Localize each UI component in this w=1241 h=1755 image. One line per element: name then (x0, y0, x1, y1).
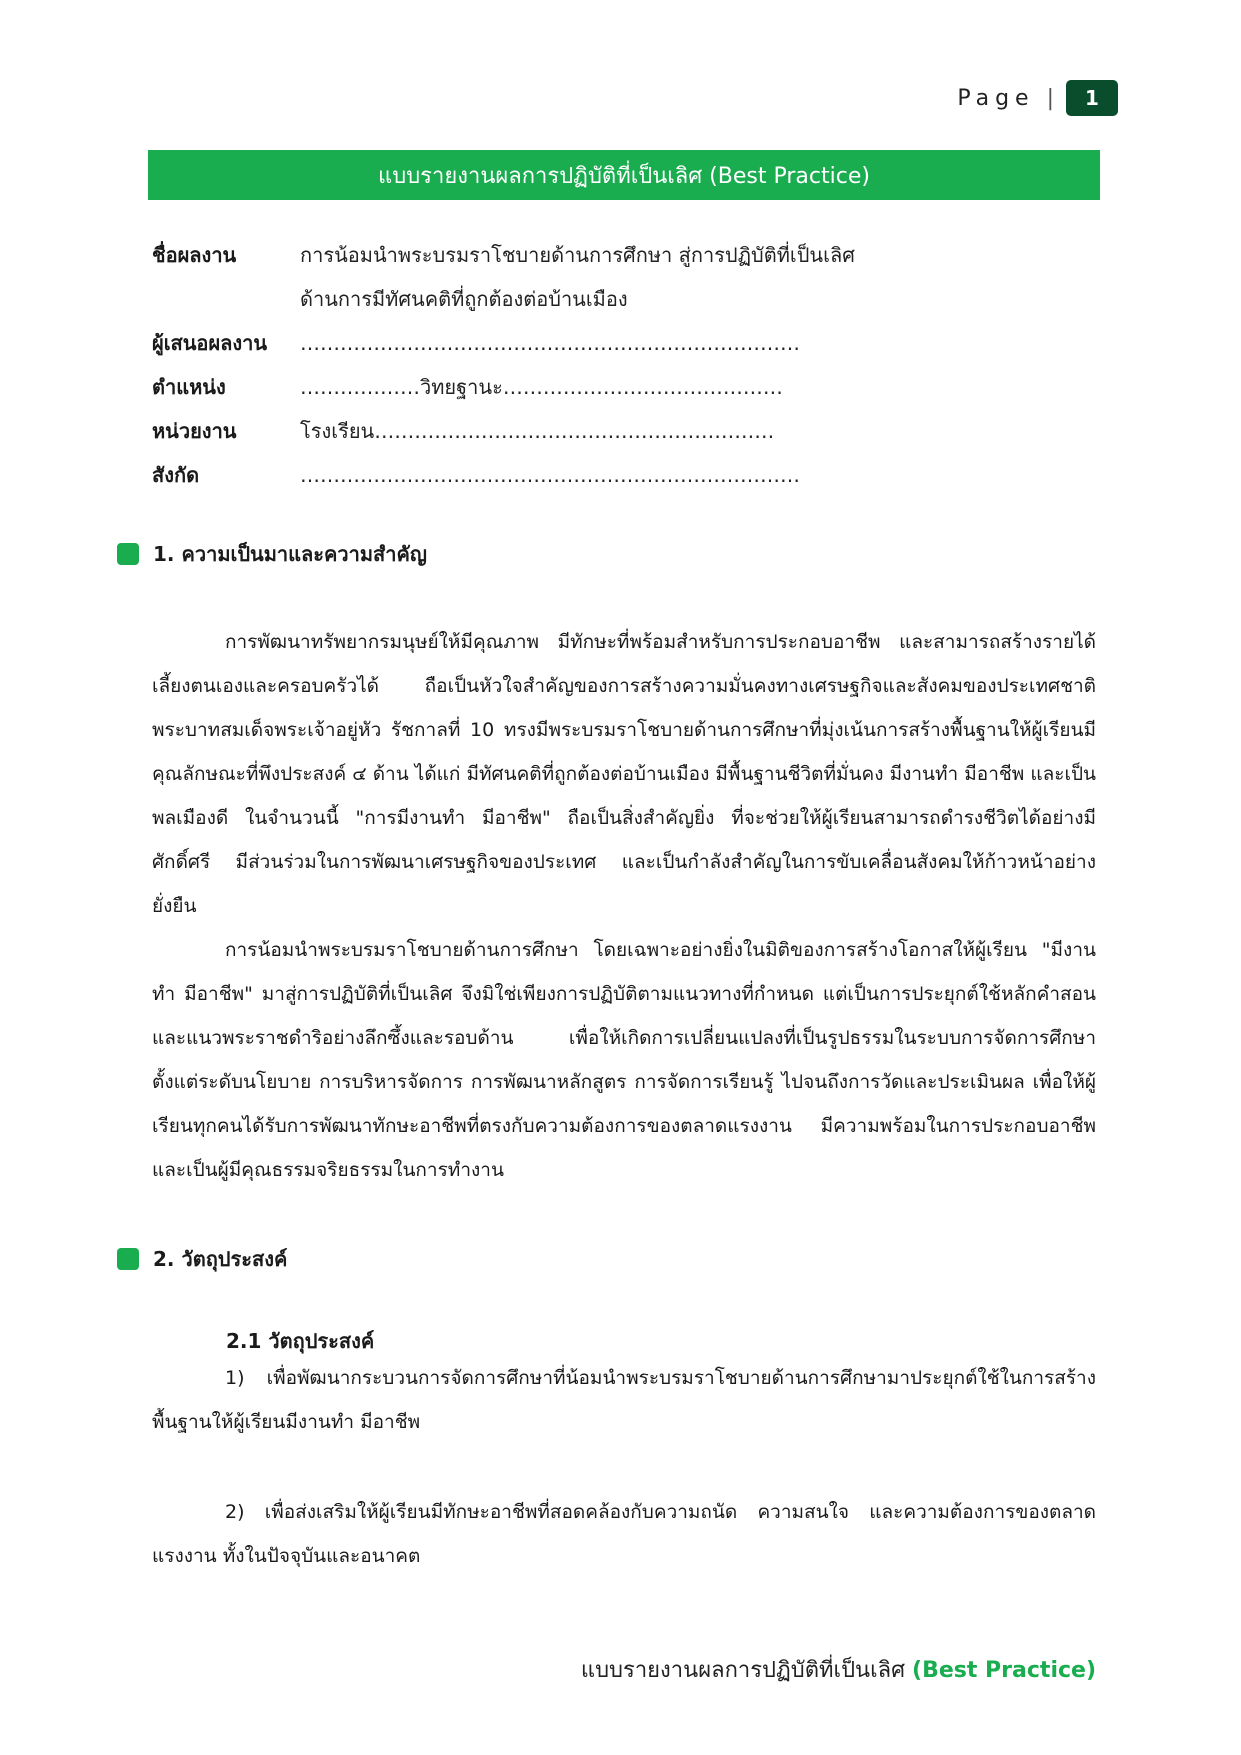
info-value (300, 233, 855, 321)
info-label: หน่วยงาน (152, 419, 237, 443)
info-row-affiliation (152, 453, 1052, 497)
info-value: ………………………………………………………………… (300, 331, 800, 355)
page-footer (581, 1652, 1096, 1687)
footer-accent: (Best Practice) (912, 1658, 1096, 1683)
info-row-presenter (152, 321, 1052, 365)
page-number-badge: 1 (1066, 80, 1118, 116)
page-separator: | (1046, 85, 1054, 111)
info-value-line: ด้านการมีทัศนคติที่ถูกต้องต่อบ้านเมือง (300, 287, 628, 311)
paragraph: การน้อมนำพระบรมราโชบายด้านการศึกษา โดยเฉพาะอย่างยิ่งในมิติของการสร้างโอกาสให้ผู้เรียน "มีงานทำ มีอาชีพ" มาสู่การปฏิบัติที่เป็นเลิศ จึงมิใช่เพียงการปฏิบัติตามแนวทางที่กำหนด แต่เป็นการประยุกต์ใช้หลักคำสอนและแนวพระราชดำริอย่างลึกซึ้งและรอบด้าน เพื่อให้เกิดการเปลี่ยนแปลงที่เป็นรูปธรรมในระบบการจัดการศึกษา ตั้งแต่ระดับนโยบาย การบริหารจัดการ การพัฒนาหลักสูตร การจัดการเรียนรู้ ไปจนถึงการวัดและประเมินผล เพื่อให้ผู้เรียนทุกคนได้รับการพัฒนาทักษะอาชีพที่ตรงกับความต้องการของตลาดแรงงาน มีความพร้อมในการประกอบอาชีพ และเป็นผู้มีคุณธรรมจริยธรรมในการทำงาน (152, 939, 1096, 1181)
info-label: ผู้เสนอผลงาน (152, 331, 268, 355)
section-2-heading (117, 1243, 287, 1275)
info-row-unit (152, 409, 1052, 453)
paragraph: 2) เพื่อส่งเสริมให้ผู้เรียนมีทักษะอาชีพที่สอดคล้องกับความถนัด ความสนใจ และความต้องการของตลาดแรงงาน ทั้งในปัจจุบันและอนาคต (152, 1501, 1096, 1567)
paragraph: การพัฒนาทรัพยากรมนุษย์ให้มีคุณภาพ มีทักษะที่พร้อมสำหรับการประกอบอาชีพ และสามารถสร้างรายได้เลี้ยงตนเองและครอบครัวได้ ถือเป็นหัวใจสำคัญของการสร้างความมั่นคงทางเศรษฐกิจและสังคมของประเทศชาติ พระบาทสมเด็จพระเจ้าอยู่หัว รัชกาลที่ 10 ทรงมีพระบรมราโชบายด้านการศึกษาที่มุ่งเน้นการสร้างพื้นฐานให้ผู้เรียนมีคุณลักษณะที่พึงประสงค์ ๔ ด้าน ได้แก่ มีทัศนคติที่ถูกต้องต่อบ้านเมือง มีพื้นฐานชีวิตที่มั่นคง มีงานทำ มีอาชีพ และเป็นพลเมืองดี ในจำนวนนี้ "การมีงานทำ มีอาชีพ" ถือเป็นสิ่งสำคัญยิ่ง ที่จะช่วยให้ผู้เรียนสามารถดำรงชีวิตได้อย่างมีศักดิ์ศรี มีส่วนร่วมในการพัฒนาเศรษฐกิจของประเทศ และเป็นกำลังสำคัญในการขับเคลื่อนสังคมให้ก้าวหน้าอย่างยั่งยืน (152, 631, 1096, 917)
objective-item-2 (152, 1490, 1096, 1578)
footer-text: แบบรายงานผลการปฏิบัติที่เป็นเลิศ (580, 1658, 906, 1683)
info-value: ………………………………………………………………… (300, 463, 800, 487)
page-label: Page (957, 85, 1035, 111)
info-value: โรงเรียน…………………………………………………… (300, 419, 775, 443)
section-1-heading (117, 538, 427, 570)
info-row-work-name (152, 233, 1052, 321)
document-title: แบบรายงานผลการปฏิบัติที่เป็นเลิศ (Best Practice) (378, 163, 870, 189)
paragraph: 1) เพื่อพัฒนากระบวนการจัดการศึกษาที่น้อมนำพระบรมราโชบายด้านการศึกษามาประยุกต์ใช้ในการสร้างพื้นฐานให้ผู้เรียนมีงานทำ มีอาชีพ (152, 1367, 1096, 1433)
section-2-title: 2. วัตถุประสงค์ (153, 1247, 288, 1271)
objective-item-1 (152, 1356, 1096, 1444)
section-1-title: 1. ความเป็นมาและความสำคัญ (153, 542, 427, 566)
info-value-line: การน้อมนำพระบรมราโชบายด้านการศึกษา สู่การปฏิบัติที่เป็นเลิศ (300, 243, 855, 267)
info-block (152, 233, 1052, 497)
section-1-body (152, 620, 1096, 1192)
info-label: สังกัด (152, 463, 200, 487)
section-2-subheading: 2.1 วัตถุประสงค์ (226, 1329, 375, 1353)
info-row-position (152, 365, 1052, 409)
page-indicator (957, 80, 1118, 116)
section-marker-icon (117, 543, 139, 565)
section-marker-icon (117, 1248, 139, 1270)
document-title-banner (148, 150, 1100, 200)
info-label: ชื่อผลงาน (152, 243, 237, 267)
info-label: ตำแหน่ง (152, 375, 226, 399)
info-value: ………………วิทยฐานะ…………………………………… (300, 375, 783, 399)
